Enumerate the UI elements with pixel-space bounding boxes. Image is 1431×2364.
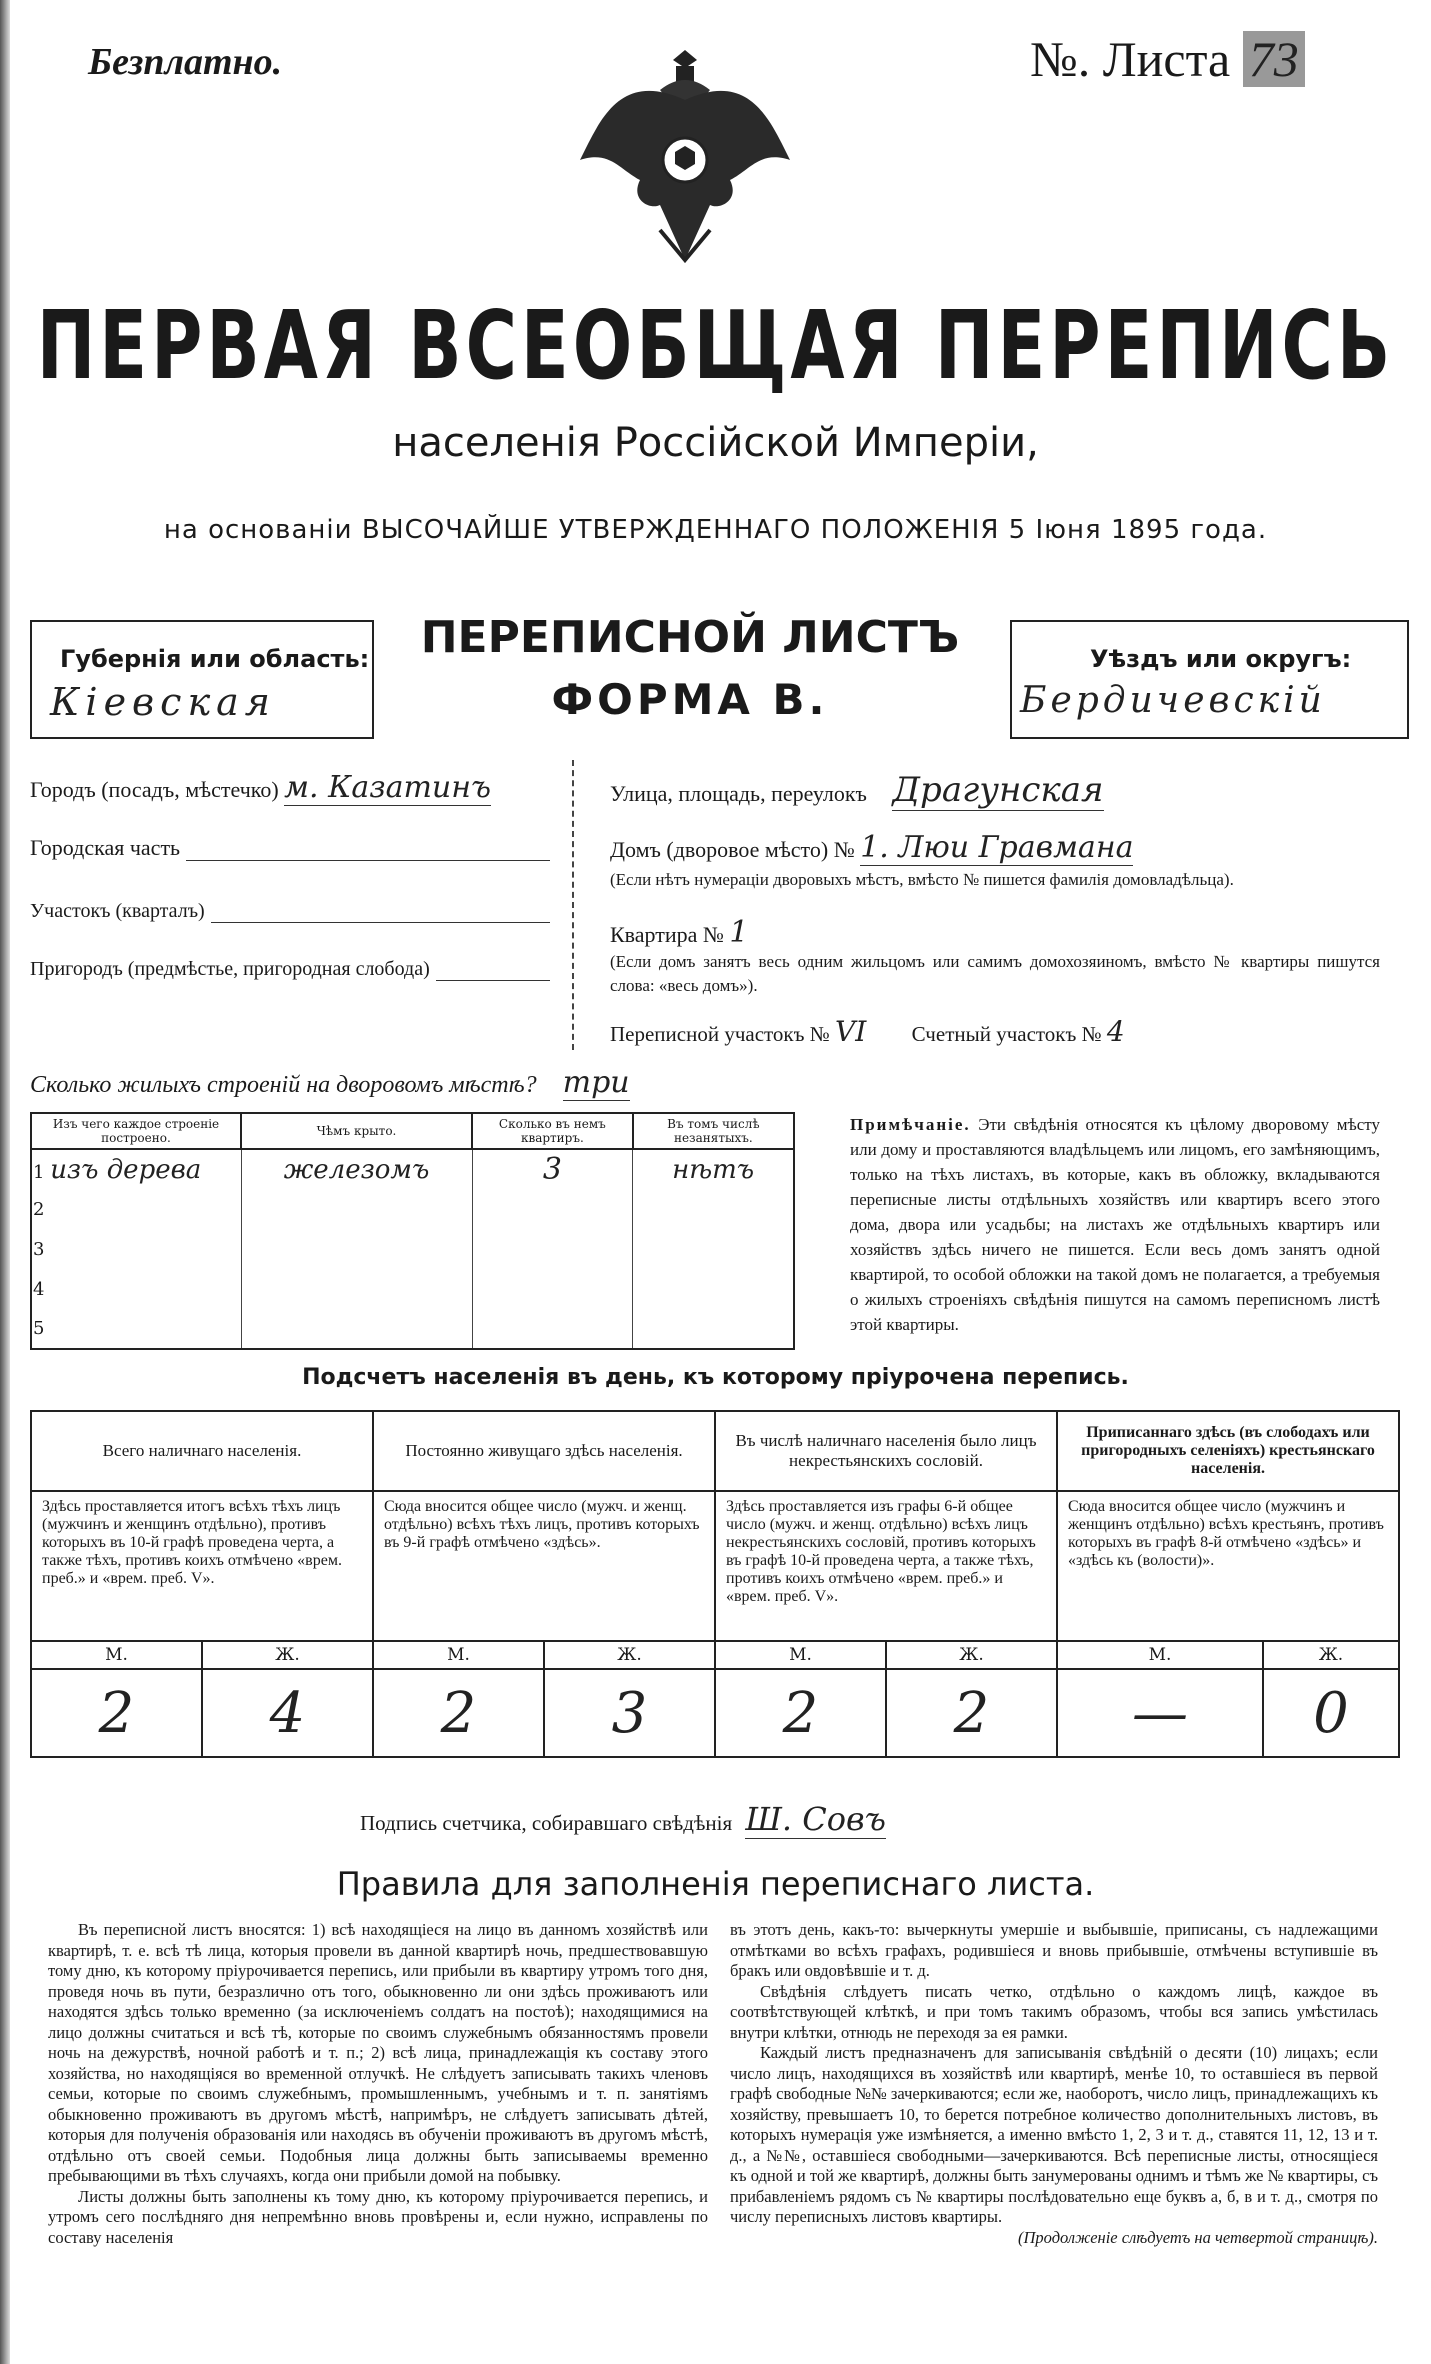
address-divider	[572, 760, 576, 1050]
col-material: Изъ чего каждое строеніе построено.	[31, 1113, 241, 1149]
pop-total-m: 2	[31, 1669, 202, 1757]
buildings-note	[850, 1112, 1380, 1337]
pop-m-label: М.	[373, 1641, 544, 1669]
population-title: Подсчетъ населенія въ день, къ которому пріурочена перепись.	[302, 1365, 1129, 1390]
apartment-note: (Если домъ занятъ весь одним жильцомъ или самимъ домохозяиномъ, вмѣсто № квартиры пишутся слова: «весь домъ»).	[610, 952, 1380, 995]
rules-right-p2: Свѣдѣнія слѣдуетъ писать четко, отдѣльно о каждомъ лицѣ, каждое въ соотвѣтствующей клѣткѣ, и при томъ такимъ образомъ, чтобы вся запись умѣстилась внутри клѣтки, отнюдь не переходя за ея рамки.	[730, 1981, 1378, 2042]
pop-peasant-m: —	[1057, 1669, 1263, 1757]
pop-f-label: Ж.	[886, 1641, 1057, 1669]
row-apartments: 3	[472, 1149, 633, 1189]
rules-left-column	[48, 1920, 708, 2248]
rules-right-column	[730, 1920, 1378, 2248]
pop-nonpeasant-m: 2	[715, 1669, 886, 1757]
col-roof: Чѣмъ крыто.	[241, 1113, 472, 1149]
row-number: 2	[31, 1189, 241, 1229]
suburb-row	[30, 958, 550, 981]
table-row	[31, 1149, 794, 1189]
subtitle: населенія Россійской Имперіи,	[392, 420, 1039, 466]
buildings-table-header	[31, 1113, 794, 1149]
buildings-answer: три	[562, 1065, 630, 1100]
city-part-line	[186, 835, 550, 861]
population-table	[30, 1410, 1400, 1758]
census-district-row	[610, 1015, 1400, 1048]
pop-col-peasant-head: Приписаннаго здѣсь (въ слободахъ или пригородныхъ селеніяхъ) крестьянскаго населенія.	[1057, 1411, 1399, 1491]
basis-line: на основаніи ВЫСОЧАЙШЕ УТВЕРЖДЕННАГО ПОЛОЖЕНІЯ 5 Іюня 1895 года.	[163, 515, 1268, 545]
pop-col-permanent-head: Постоянно живущаго здѣсь населенія.	[373, 1411, 715, 1491]
rules-right-p1: въ этотъ день, какъ-то: вычеркнуты умершіе и выбывшіе, приписаны, съ надлежащими отмѣтками во всѣхъ графахъ, родившіеся и вновь прибывшіе, отмѣчены вступившіе въ бракъ или овдовѣвшіе и т. д.	[730, 1920, 1378, 1980]
pop-m-label: М.	[715, 1641, 886, 1669]
pop-col-peasant-desc: Сюда вносится общее число (мужчинъ и женщинъ отдѣльно) всѣхъ крестьянъ, противъ которыхъ въ графѣ 8-й отмѣчено «здѣсь» и «здѣсь къ (волости)».	[1057, 1491, 1399, 1641]
rules-title: Правила для заполненія переписнаго листа.	[336, 1865, 1095, 1903]
pop-m-label: М.	[31, 1641, 202, 1669]
buildings-question-row	[30, 1065, 630, 1100]
apartment-value: 1	[729, 915, 749, 950]
buildings-question: Сколько жилыхъ строеній на дворовомъ мѣстѣ?	[30, 1072, 537, 1098]
pop-f-label: Ж.	[202, 1641, 373, 1669]
pop-peasant-f: 0	[1263, 1669, 1399, 1757]
table-row	[31, 1229, 794, 1269]
table-row	[31, 1189, 794, 1229]
town-label: Городъ (посадъ, мѣстечко)	[30, 777, 279, 802]
pop-permanent-m: 2	[373, 1669, 544, 1757]
census-district-value: VI	[835, 1015, 867, 1048]
rules-continuation: (Продолженіе слѣдуетъ на четвертой страницѣ).	[1018, 2227, 1378, 2247]
col-apartments: Сколько въ немъ квартиръ.	[472, 1113, 633, 1149]
row-number: 5	[31, 1309, 241, 1349]
suburb-label: Пригородъ (предмѣстье, пригородная слобода)	[30, 958, 430, 980]
house-note: (Если нѣтъ нумераціи дворовыхъ мѣстъ, вмѣсто № пишется фамилія домовладѣльца).	[610, 870, 1234, 889]
town-row	[30, 770, 550, 805]
rules-left-p1: Въ переписной листъ вносятся: 1) всѣ находящіеся на лицо въ данномъ хозяйствѣ или квартирѣ, т. е. всѣ тѣ лица, которыя провели въ данной квартирѣ ночь, предшествовавшую тому дню, къ которому пріурочивается перепись, или прибыли въ квартиру утромъ того дня, проведя ночь въ пути, безразлично отъ того, обыкновенно ли они здѣсь проживаютъ или находятся здѣсь только временно (за исключеніемъ солдатъ на постоѣ); находящимися на лицо должны считаться и всѣ тѣ, которые по своимъ служебнымъ обязанностямъ провели ночь на дежурствѣ, ночной работѣ и т. п.; 2) всѣ лица, принадлежащія къ составу этого хозяйства, но находящіяся во временной отлучкѣ. Не слѣдуетъ записывать такихъ членовъ семьи, которые по своимъ служебнымъ, промышленнымъ, учебнымъ и т. п. занятіямъ обыкновенно проживаютъ въ другомъ мѣстѣ, напримѣръ, не слѣдуетъ записывать дѣтей, которыя для полученія образованія или находясь въ обученіи проживаютъ въ другомъ мѣстѣ, отдѣльно отъ своей семьи. Подобныя лица должны быть записываемы временно пребывающими въ тѣхъ случаяхъ, когда они прибыли домой на побывку.	[48, 1920, 708, 2185]
signature-value: Ш. Совъ	[745, 1800, 886, 1838]
row-number: 4	[31, 1269, 241, 1309]
sheet-no-label: №. Листа	[1030, 31, 1231, 87]
form-letter: ФОРМА В.	[551, 675, 829, 724]
sheet-number-label	[1030, 30, 1305, 88]
pop-col-permanent-desc: Сюда вносится общее число (мужч. и женщ. отдѣльно) всѣхъ тѣхъ лицъ, противъ которыхъ въ 9-й графѣ отмѣчено «здѣсь».	[373, 1491, 715, 1641]
precinct-row	[30, 900, 550, 923]
town-value: м. Казатинъ	[284, 770, 491, 805]
buildings-table	[30, 1112, 795, 1350]
suburb-line	[436, 958, 550, 981]
district-label: Уѣздъ или округъ:	[1090, 645, 1352, 673]
rules-right-p3: Каждый листъ предназначенъ для записыванія свѣдѣній о десяти (10) лицахъ; если число лицъ, находящихся въ хозяйствѣ или квартирѣ, менѣе 10, то оставшіеся въ первой графѣ свободные №№ зачеркиваются; если же, наоборотъ, число лицъ, принадлежащихъ къ хозяйству, превышаетъ 10, то берется потребное количество дополнительныхъ листовъ, въ которыхъ нумерація уже измѣняется, а именно вмѣсто 1, 2, 3 и т. д., ставятся 11, 12, 13 и т. д., а №№, оставшіеся свободными—зачеркиваются. Всѣ переписные листы, относящіеся къ одной и той же квартирѣ, должны быть занумерованы однимъ и тѣмъ же № квартиры, съ прибавленіемъ рядомъ съ № квартиры послѣдовательно еще буквъ а, б, в и т. д., смотря по числу переписныхъ листовъ квартиры.	[730, 2043, 1379, 2226]
row-material: изъ дерева	[50, 1154, 202, 1185]
note-text: Эти свѣдѣнія относятся къ цѣлому дворовому мѣсту или дому и проставляются владѣльцемъ или лицомъ, его замѣняющимъ, только на тѣхъ листахъ, въ которые, какъ въ обложку, вкладываются переписные листы отдѣльныхъ хозяйствъ или квартиръ всего этого дома, двора или усадьбы; на листахъ же отдѣльныхъ квартиръ или хозяйствъ здѣсь ничего не пишется. Если весь домъ занятъ одной квартирой, то особой обложки на такой домъ не полагается, а требуемыя о жилыхъ строеніяхъ свѣдѣнія пишутся на самомъ переписномъ листѣ этой квартиры.	[850, 1115, 1380, 1334]
pop-f-label: Ж.	[1263, 1641, 1399, 1669]
apartment-row	[610, 915, 1400, 950]
province-label: Губернія или область:	[60, 645, 370, 673]
pop-nonpeasant-f: 2	[886, 1669, 1057, 1757]
street-row	[610, 770, 1400, 810]
precinct-label: Участокъ (кварталъ)	[30, 900, 205, 922]
note-title: Примѣчаніе.	[850, 1115, 971, 1134]
pop-col-total-desc: Здѣсь проставляется итогъ всѣхъ тѣхъ лицъ (мужчинъ и женщинъ отдѣльно), противъ которыхъ въ 10-й графѣ проведена черта, а также тѣхъ, противъ коихъ отмѣчено «врем. преб.» и «врем. преб. V».	[31, 1491, 373, 1641]
main-title: ПЕРВАЯ ВСЕОБЩАЯ ПЕРЕПИСЬ	[36, 290, 1395, 401]
district-value: Бердичевскій	[1020, 680, 1326, 721]
count-district-value: 4	[1106, 1015, 1125, 1048]
pop-f-label: Ж.	[544, 1641, 715, 1669]
signature-label: Подпись счетчика, собиравшаго свѣдѣнія	[360, 1811, 733, 1835]
pop-col-total-head: Всего наличнаго населенія.	[31, 1411, 373, 1491]
street-value: Драгунская	[892, 770, 1104, 810]
free-label: Безплатно.	[88, 41, 283, 83]
apartment-label: Квартира №	[610, 922, 724, 947]
rules-left-p2: Листы должны быть заполнены къ тому дню, къ которому пріурочивается перепись, и утромъ сего послѣдняго дня непремѣнно вновь провѣрены и, если нужно, исправлены по составу населенія	[48, 2186, 708, 2247]
street-label: Улица, площадь, переулокъ	[610, 781, 867, 806]
pop-permanent-f: 3	[544, 1669, 715, 1757]
house-value: 1. Люи Гравмана	[860, 830, 1134, 865]
row-number: 1	[33, 1161, 45, 1183]
census-district-label: Переписной участокъ №	[610, 1022, 830, 1046]
province-value: Кіевская	[50, 680, 276, 724]
table-row	[31, 1309, 794, 1349]
pop-total-f: 4	[202, 1669, 373, 1757]
count-district-label: Счетный участокъ №	[911, 1022, 1102, 1046]
house-label: Домъ (дворовое мѣсто) №	[610, 837, 855, 862]
signature-row	[360, 1800, 886, 1838]
house-row	[610, 830, 1400, 865]
city-part-row	[30, 835, 550, 861]
city-part-label: Городская часть	[30, 835, 181, 860]
precinct-line	[211, 900, 550, 923]
form-title: ПЕРЕПИСНОЙ ЛИСТЪ	[420, 612, 960, 663]
pop-col-nonpeasant-head: Въ числѣ наличнаго населенія было лицъ некрестьянскихъ сословій.	[715, 1411, 1057, 1491]
imperial-eagle-emblem	[560, 30, 810, 280]
row-vacant: нѣтъ	[633, 1149, 794, 1189]
col-vacant: Въ томъ числѣ незанятыхъ.	[633, 1113, 794, 1149]
row-roof: железомъ	[241, 1149, 472, 1189]
sheet-no-value: 73	[1243, 31, 1305, 87]
pop-m-label: М.	[1057, 1641, 1263, 1669]
pop-col-nonpeasant-desc: Здѣсь проставляется изъ графы 6-й общее число (мужч. и женщ. отдѣльно) всѣхъ лицъ некрестьянскихъ сословій, противъ которыхъ въ графѣ 10-й проведена черта, а также тѣхъ, противъ коихъ отмѣчено «врем. преб.» и «врем. преб. V».	[715, 1491, 1057, 1641]
table-row	[31, 1269, 794, 1309]
row-number: 3	[31, 1229, 241, 1269]
